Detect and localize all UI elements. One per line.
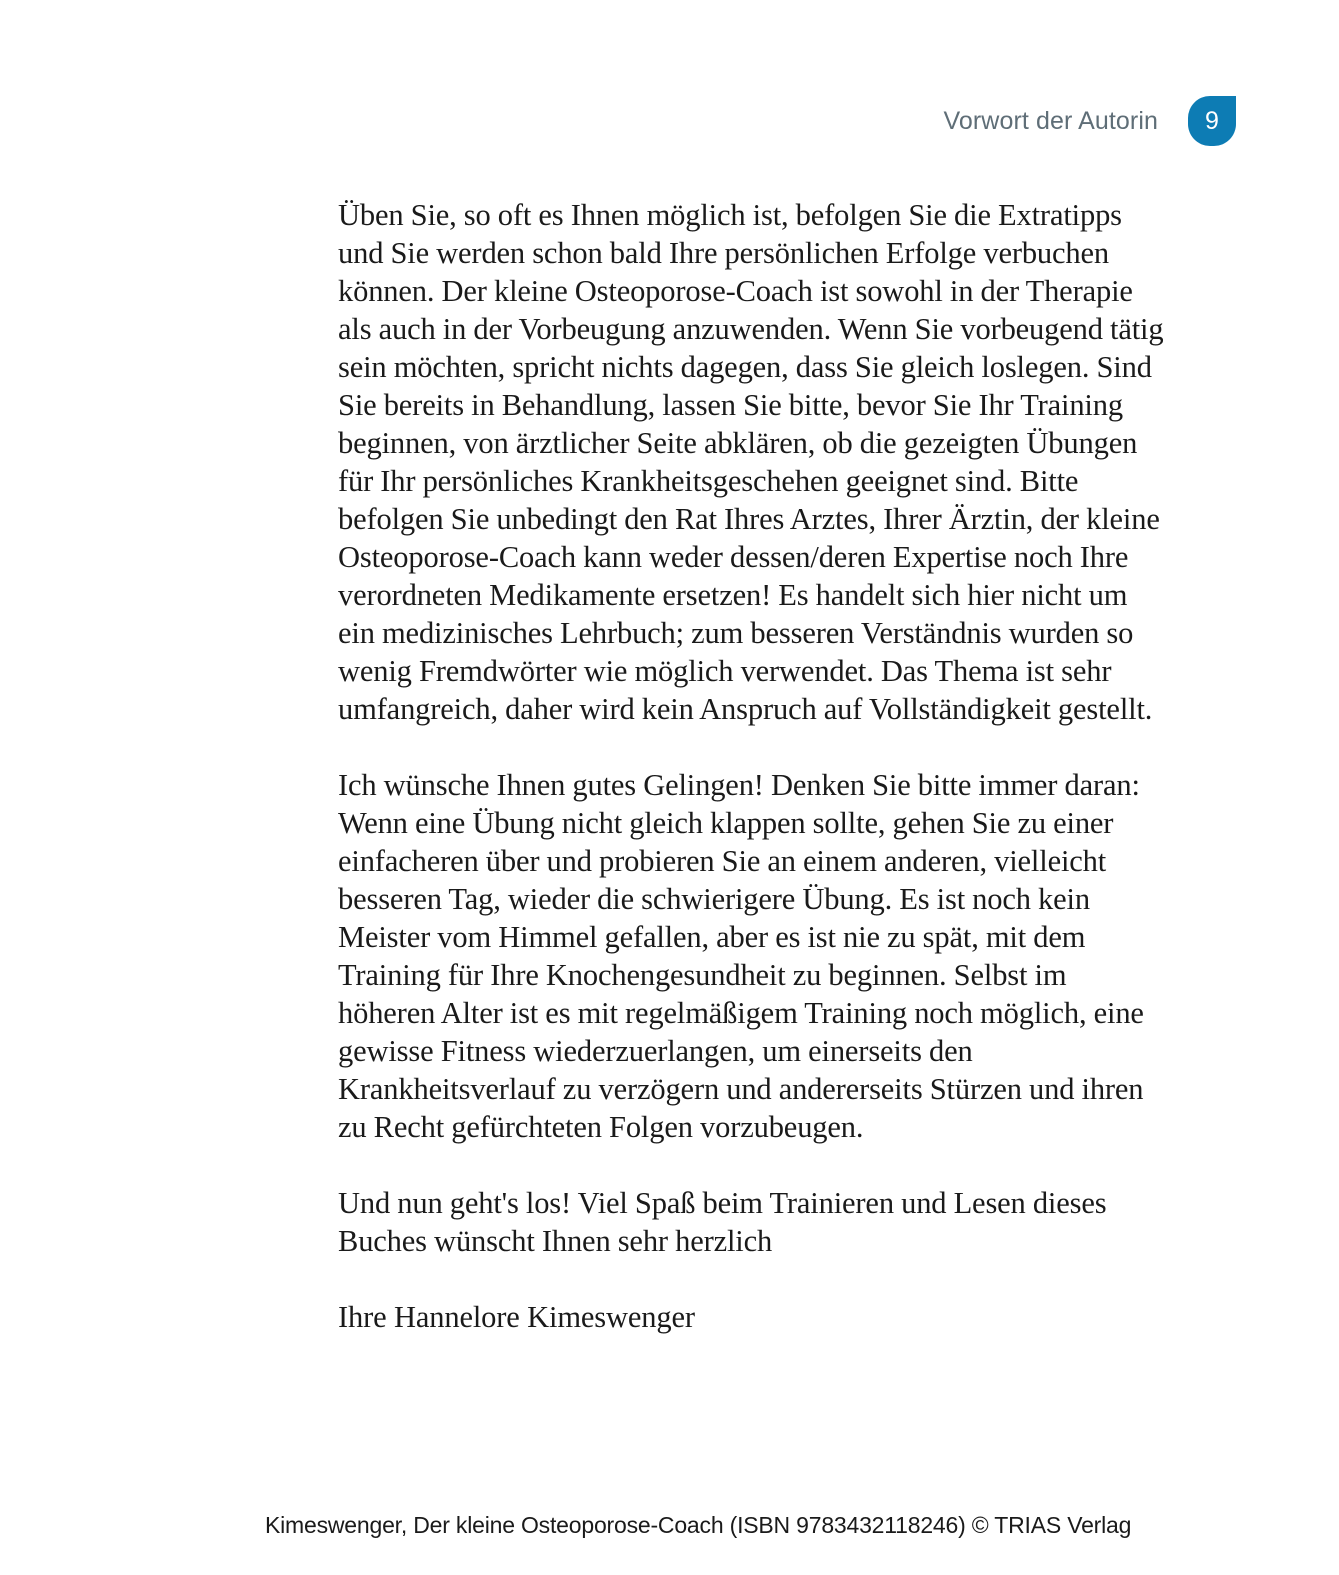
page-number-badge: 9 — [1188, 96, 1236, 146]
chapter-title: Vorwort der Autorin — [943, 106, 1158, 135]
page-footer — [265, 1512, 1132, 1540]
body-text-column — [338, 196, 1166, 1336]
paragraph-2: Ich wünsche Ihnen gutes Gelingen! Denken Sie bitte immer daran: Wenn eine Übung nicht gleich klappen sollte, gehen Sie zu einer einfacheren über und probieren Sie an einem anderen, vielleicht besseren Tag, wieder die schwierigere Übung. Es ist noch kein Meister vom Himmel gefallen, aber es ist nie zu spät, mit dem Training für Ihre Knochengesundheit zu beginnen. Selbst im höheren Alter ist es mit regelmäßigem Training noch möglich, eine gewisse Fitness wiederzuerlangen, um einerseits den Krankheitsverlauf zu verzögern und andererseits Stürzen und ihren zu Recht gefürchteten Folgen vorzubeugen. — [338, 768, 1144, 1144]
paragraph-1: Üben Sie, so oft es Ihnen möglich ist, befolgen Sie die Extratipps und Sie werden schon bald Ihre persönlichen Erfolge verbuchen können. Der kleine Osteoporose-Coach ist sowohl in der Therapie als auch in der Vorbeugung anzuwenden. Wenn Sie vorbeugend tätig sein möchten, spricht nichts dagegen, dass Sie gleich loslegen. Sind Sie bereits in Behandlung, lassen Sie bitte, bevor Sie Ihr Training beginnen, von ärztlicher Seite abklären, ob die gezeigten Übungen für Ihr persönliches Krankheitsgeschehen geeignet sind. Bitte befolgen Sie unbedingt den Rat Ihres Arztes, Ihrer Ärztin, der kleine Osteoporose-Coach kann weder dessen/deren Expertise noch Ihre verordneten Medikamente ersetzen! Es handelt sich hier nicht um ein medizinisches Lehrbuch; zum besseren Verständnis wurden so wenig Fremdwörter wie möglich verwendet. Das Thema ist sehr umfangreich, daher wird kein Anspruch auf Vollständigkeit gestellt. — [338, 198, 1164, 726]
author-signature: Ihre Hannelore Kimeswenger — [338, 1300, 695, 1334]
running-header — [943, 96, 1236, 146]
footer-imprint-text: Kimeswenger, Der kleine Osteoporose-Coach (ISBN 9783432118246) © TRIAS Verlag — [265, 1512, 1132, 1538]
paragraph-3: Und nun geht's los! Viel Spaß beim Trainieren und Lesen dieses Buches wünscht Ihnen sehr herzlich — [338, 1186, 1107, 1258]
